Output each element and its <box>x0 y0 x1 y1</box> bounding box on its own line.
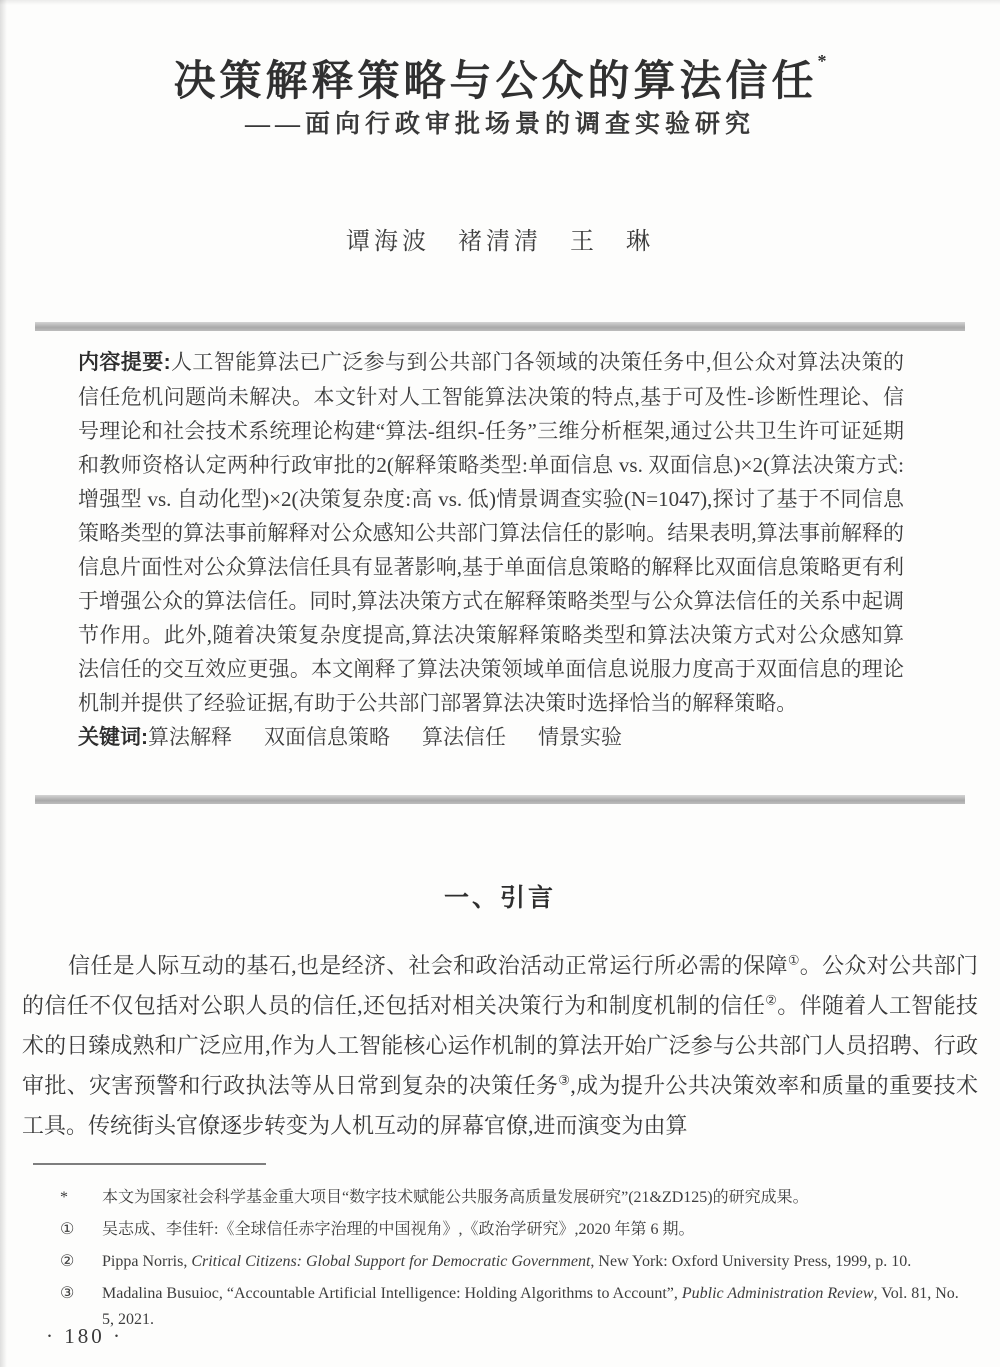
footnote-text <box>102 1249 968 1275</box>
section-heading: 一、引言 <box>443 884 556 912</box>
paper-title <box>0 48 1000 108</box>
abstract-text: 人工智能算法已广泛参与到公共部门各领域的决策任务中,但公众对算法决策的信任危机问题尚未解决。本文针对人工智能算法决策的特点,基于可及性-诊断性理论、信号理论和社会技术系统理论构建“算法-组织-任务”三维分析框架,通过公共卫生许可证延期和教师资格认定两种行政审批的2(解释策略类型:单面信息 vs. 双面信息)×2(算法决策方式:增强型 vs. 自动化型)×2(决策复杂度:高 vs. 低)情景调查实验(N=1047),探讨了基于不同信息策略类型的算法事前解释对公众感知公共部门算法信任的影响。结果表明,算法事前解释的信息片面性对公众算法信任具有显著影响,基于单面信息策略的解释比双面信息策略更有利于增强公众的算法信任。同时,算法决策方式在解释策略类型与公众算法信任的关系中起调节作用。此外,随着决策复杂度提高,算法决策解释策略类型和算法决策方式对公众感知算法信任的交互效应更强。本文阐释了算法决策领域单面信息说服力度高于双面信息的理论机制并提供了经验证据,有助于公共部门部署算法决策时选择恰当的解释策略。 <box>78 350 904 715</box>
footnote-star <box>60 1185 968 1211</box>
title-footnote-mark: * <box>817 51 827 72</box>
footnote-text <box>102 1281 968 1333</box>
keyword-item: 情景实验 <box>538 725 622 749</box>
keywords-label: 关键词: <box>78 726 148 749</box>
intro-text: 。伴随着人工智能技术的日臻成熟和广泛应用,作为人工智能核心运作机制的算法开始广泛参与公共部门人员招聘、行政审批、灾害预警和行政执法等从日常到复杂的决策任务 <box>22 993 978 1098</box>
abstract-label: 内容提要: <box>78 351 171 374</box>
footnote-marker: * <box>60 1189 68 1206</box>
footnote-segment: , New York: Oxford University Press, 1999, p. 10. <box>590 1253 912 1270</box>
abstract-paragraph <box>78 345 904 720</box>
intro-text: 信任是人际互动的基石,也是经济、社会和政治活动正常运行所必需的保障 <box>68 953 788 978</box>
intro-text: 。公众对公共部门的信任不仅包括对公职人员的信任,还包括对相关决策行为和制度机制的信任 <box>22 953 978 1018</box>
authors-line: 谭海波 褚清清 王 琳 <box>346 229 654 255</box>
intro-text: ,成为提升公共决策效率和质量的重要技术工具。传统街头官僚逐步转变为人机互动的屏幕官僚,进而演变为由算 <box>22 1073 978 1138</box>
divider-bottom <box>35 795 965 804</box>
abstract-block <box>78 345 904 755</box>
footnote-text <box>102 1217 968 1243</box>
footnotes-block <box>60 1185 968 1339</box>
keywords-line <box>78 720 904 755</box>
page-number: · 180 · <box>46 1324 123 1348</box>
footnote-segment: Madalina Busuioc, “Accountable Artificial Intelligence: Holding Algorithms to Account”, <box>102 1285 682 1302</box>
keyword-item: 算法信任 <box>422 725 506 749</box>
footnote-text <box>102 1185 968 1211</box>
footnote-segment: 本文为国家社会科学基金重大项目“数字技术赋能公共服务高质量发展研究”(21&ZD125)的研究成果。 <box>102 1189 809 1206</box>
footnote-segment: , Vol. 81, No. 5, 2021. <box>102 1285 959 1328</box>
footnote-divider <box>33 1163 266 1165</box>
footnote-2 <box>60 1249 968 1275</box>
divider-top <box>35 322 965 331</box>
footnote-marker: ② <box>60 1253 75 1270</box>
footnote-ref-1: ① <box>787 952 800 968</box>
footnote-marker: ① <box>60 1221 75 1238</box>
keyword-item: 双面信息策略 <box>264 725 390 749</box>
footnote-ref-2: ② <box>765 992 778 1008</box>
paper-subtitle: ——面向行政审批场景的调查实验研究 <box>244 111 755 138</box>
keyword-item: 算法解释 <box>148 725 232 749</box>
footnote-segment-italic: Critical Citizens: Global Support for Democratic Government <box>191 1253 591 1270</box>
footnote-3 <box>60 1281 968 1333</box>
footnote-segment: 吴志成、李佳轩:《全球信任赤字治理的中国视角》,《政治学研究》,2020 年第 6 期。 <box>102 1221 695 1238</box>
paper-title-text: 决策解释策略与公众的算法信任 <box>173 59 818 106</box>
footnote-marker: ③ <box>60 1285 75 1302</box>
footnote-segment-italic: Public Administration Review <box>681 1285 874 1302</box>
intro-paragraph <box>22 946 978 1146</box>
footnote-1 <box>60 1217 968 1243</box>
footnote-segment: Pippa Norris, <box>102 1253 192 1270</box>
footnote-ref-3: ③ <box>558 1072 571 1088</box>
